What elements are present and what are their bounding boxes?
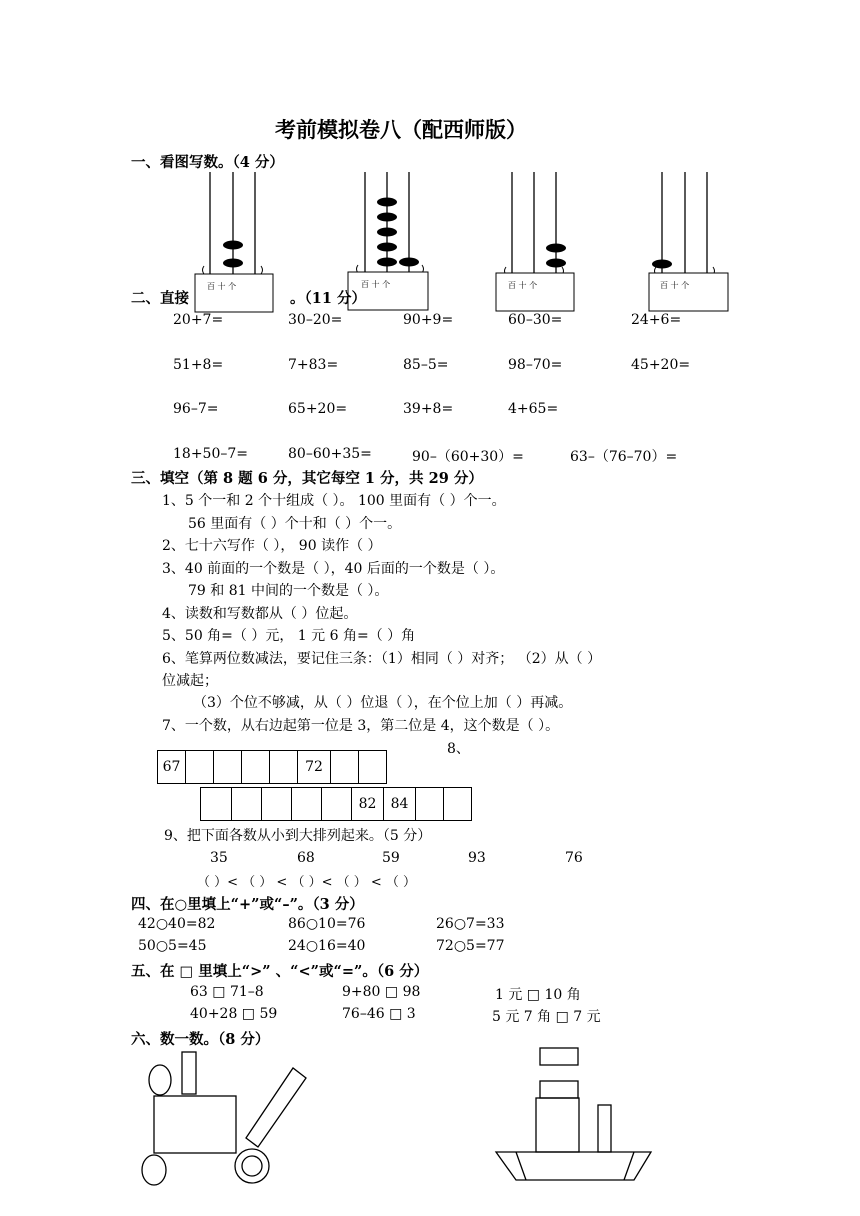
grid-cell[interactable] [231, 787, 262, 821]
fill-line: 位减起； [162, 673, 218, 689]
page-title: 考前模拟卷八（配西师版） [275, 117, 527, 142]
fill-line: 7、一个数，从右边起第一位是 3，第二位是 4，这个数是（ ）。 [162, 718, 560, 734]
grid-cell: 67 [157, 750, 186, 784]
q9-number: 59 [382, 850, 400, 866]
circle-item[interactable]: 72○5=77 [436, 938, 505, 954]
fill-line: 56 里面有（ ）个十和（ ）个一。 [188, 516, 402, 532]
section-1-heading: 一、看图写数。（4 分） [131, 154, 284, 171]
q8-label: 8、 [447, 741, 470, 757]
calc-item: 39+8= [403, 401, 454, 417]
circle-item[interactable]: 26○7=33 [436, 916, 505, 932]
calc-item: 20+7= [173, 312, 224, 328]
fill-line: 6、笔算两位数减法，要记住三条：（1）相同（ ）对齐； （2）从（ ） [162, 651, 602, 667]
calc-item: 18+50–7= [173, 446, 248, 462]
compare-item[interactable]: 63 □ 71–8 [190, 984, 264, 1000]
fill-line: 3、40 前面的一个数是（ ），40 后面的一个数是（ ）。 [162, 561, 505, 577]
q9-number: 68 [297, 850, 315, 866]
q9-text: 9、把下面各数从小到大排列起来。（5 分） [164, 828, 432, 844]
grid-cell: 72 [297, 750, 331, 784]
compare-item[interactable]: 76–46 □ 3 [342, 1006, 416, 1022]
calc-item: 90+9= [403, 312, 454, 328]
calc-item: 30–20= [288, 312, 343, 328]
calc-item: 63–（76–70）= [570, 449, 678, 465]
q9-number: 93 [468, 850, 486, 866]
calc-item: 80–60+35= [288, 446, 372, 462]
fill-line: 1、5 个一和 2 个十组成（ ）。 100 里面有（ ）个一。 [162, 493, 506, 509]
calc-item: 98–70= [508, 357, 563, 373]
grid-cell: 84 [383, 787, 416, 821]
q9-number: 35 [210, 850, 228, 866]
grid-cell[interactable] [241, 750, 270, 784]
q9-answer-blanks[interactable]: （ ）< （ ） < （ ）< （ ） < （ ） [197, 875, 417, 890]
calc-item: 96–7= [173, 401, 219, 417]
grid-cell: 82 [351, 787, 384, 821]
calc-item: 90–（60+30）= [412, 449, 524, 465]
fill-line: （3）个位不够减，从（ ）位退（ ），在个位上加（ ）再减。 [193, 695, 573, 711]
section-4-heading: 四、在○里填上“+”或“–”。（3 分） [131, 896, 364, 913]
calc-item: 7+83= [288, 357, 339, 373]
fill-line: 5、50 角=（ ）元， 1 元 6 角=（ ）角 [162, 628, 416, 644]
abacus-4-labels: 百 十 个 [660, 281, 690, 290]
section-6-heading: 六、数一数。（8 分） [131, 1031, 270, 1048]
fill-line: 2、七十六写作（ ）， 90 读作（ ） [162, 538, 382, 554]
grid-cell[interactable] [358, 750, 387, 784]
compare-item[interactable]: 9+80 □ 98 [342, 984, 421, 1000]
grid-cell[interactable] [321, 787, 352, 821]
circle-item[interactable]: 86○10=76 [288, 916, 366, 932]
abacus-2-labels: 百 十 个 [361, 280, 391, 289]
section-2-heading-start: 二、直接 [131, 290, 189, 307]
number-grid-row-2 [201, 787, 472, 821]
calc-item: 45+20= [631, 357, 691, 373]
calc-item: 60–30= [508, 312, 563, 328]
grid-cell[interactable] [443, 787, 472, 821]
grid-cell[interactable] [291, 787, 322, 821]
number-grid-row-1 [158, 750, 387, 784]
circle-item[interactable]: 42○40=82 [138, 916, 216, 932]
grid-cell[interactable] [415, 787, 444, 821]
compare-item[interactable]: 1 元 □ 10 角 [495, 987, 581, 1003]
calc-item: 51+8= [173, 357, 224, 373]
section-3-heading: 三、填空（第 8 题 6 分，其它每空 1 分，共 29 分） [131, 470, 483, 487]
compare-item[interactable]: 40+28 □ 59 [190, 1006, 278, 1022]
fill-line: 4、读数和写数都从（ ）位起。 [162, 606, 358, 622]
grid-cell[interactable] [261, 787, 292, 821]
calc-item: 4+65= [508, 401, 559, 417]
calc-item: 24+6= [631, 312, 682, 328]
circle-item[interactable]: 24○16=40 [288, 938, 366, 954]
section-5-heading: 五、在 □ 里填上“>” 、“<”或“=”。（6 分） [131, 963, 429, 980]
calc-item: 85–5= [403, 357, 449, 373]
abacus-1-labels: 百 十 个 [207, 282, 237, 291]
compare-item[interactable]: 5 元 7 角 □ 7 元 [492, 1009, 601, 1025]
grid-cell[interactable] [185, 750, 214, 784]
section-2-heading-end: 。（11 分） [290, 290, 366, 307]
fill-line: 79 和 81 中间的一个数是（ ）。 [188, 583, 389, 599]
grid-cell[interactable] [200, 787, 232, 821]
grid-cell[interactable] [330, 750, 359, 784]
grid-cell[interactable] [269, 750, 298, 784]
figure-vehicle [142, 1052, 306, 1185]
grid-cell[interactable] [213, 750, 242, 784]
abacus-3-labels: 百 十 个 [508, 281, 538, 290]
calc-item: 65+20= [288, 401, 348, 417]
figure-boat [496, 1048, 651, 1180]
circle-item[interactable]: 50○5=45 [138, 938, 207, 954]
q9-number: 76 [565, 850, 583, 866]
